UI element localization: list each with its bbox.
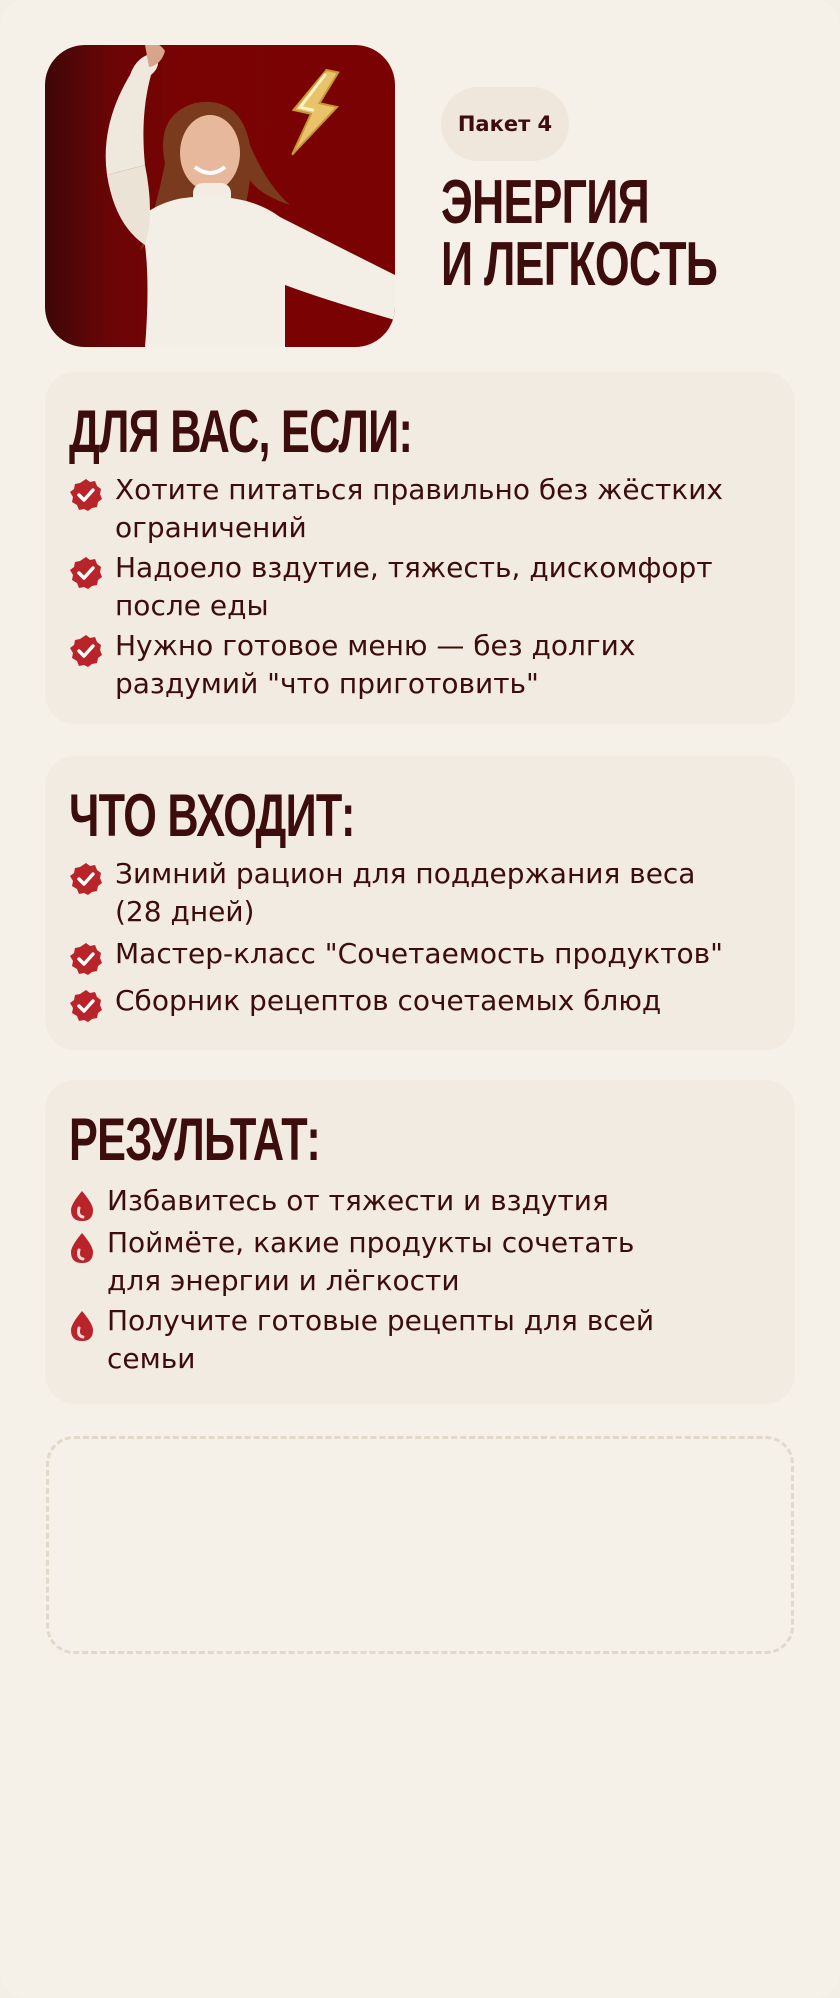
result-card bbox=[45, 1080, 795, 1404]
package-title-line1: ЭНЕРГИЯ bbox=[441, 168, 649, 237]
list-item-line: ограничений bbox=[115, 511, 307, 544]
list-item-line: Сборник рецептов сочетаемых блюд bbox=[115, 984, 662, 1017]
list-item bbox=[69, 627, 635, 703]
package-number-badge: Пакет 4 bbox=[441, 87, 569, 161]
list-item-line: для энергии и лёгкости bbox=[107, 1264, 460, 1297]
check-badge-icon bbox=[69, 634, 103, 668]
list-item-line: Получите готовые рецепты для всей bbox=[107, 1304, 655, 1337]
included-heading: ЧТО ВХОДИТ: bbox=[69, 782, 355, 849]
empty-placeholder-box bbox=[46, 1436, 794, 1654]
list-item-line: Зимний рацион для поддержания веса bbox=[115, 857, 696, 890]
hero-image bbox=[45, 45, 395, 347]
check-badge-icon bbox=[69, 862, 103, 896]
list-item-line: раздумий "что приготовить" bbox=[115, 667, 539, 700]
package-title bbox=[441, 168, 718, 299]
included-card bbox=[45, 756, 795, 1050]
list-item bbox=[69, 935, 723, 976]
list-item bbox=[69, 982, 661, 1023]
list-item-line: семьи bbox=[107, 1342, 196, 1375]
list-item bbox=[69, 1302, 654, 1378]
package-title-line2: И ЛЕГКОСТЬ bbox=[441, 230, 718, 299]
list-item-line: Хотите питаться правильно без жёстких bbox=[115, 473, 723, 506]
list-item bbox=[69, 1224, 634, 1300]
list-item-line: Избавитесь от тяжести и вздутия bbox=[107, 1184, 609, 1217]
for-you-heading: ДЛЯ ВАС, ЕСЛИ: bbox=[69, 398, 413, 465]
check-badge-icon bbox=[69, 478, 103, 512]
drop-icon bbox=[69, 1310, 95, 1342]
for-you-card bbox=[45, 372, 795, 724]
list-item-line: после еды bbox=[115, 589, 269, 622]
list-item-line: (28 дней) bbox=[115, 895, 255, 928]
check-badge-icon bbox=[69, 556, 103, 590]
list-item bbox=[69, 1182, 609, 1222]
list-item bbox=[69, 855, 695, 931]
check-badge-icon bbox=[69, 942, 103, 976]
list-item-line: Нужно готовое меню — без долгих bbox=[115, 629, 636, 662]
list-item-line: Надоело вздутие, тяжесть, дискомфорт bbox=[115, 551, 713, 584]
list-item bbox=[69, 549, 713, 625]
list-item bbox=[69, 471, 723, 547]
result-heading: РЕЗУЛЬТАТ: bbox=[69, 1106, 320, 1173]
drop-icon bbox=[69, 1232, 95, 1264]
list-item-line: Поймёте, какие продукты сочетать bbox=[107, 1226, 635, 1259]
list-item-line: Мастер-класс "Сочетаемость продуктов" bbox=[115, 937, 724, 970]
check-badge-icon bbox=[69, 989, 103, 1023]
drop-icon bbox=[69, 1190, 95, 1222]
